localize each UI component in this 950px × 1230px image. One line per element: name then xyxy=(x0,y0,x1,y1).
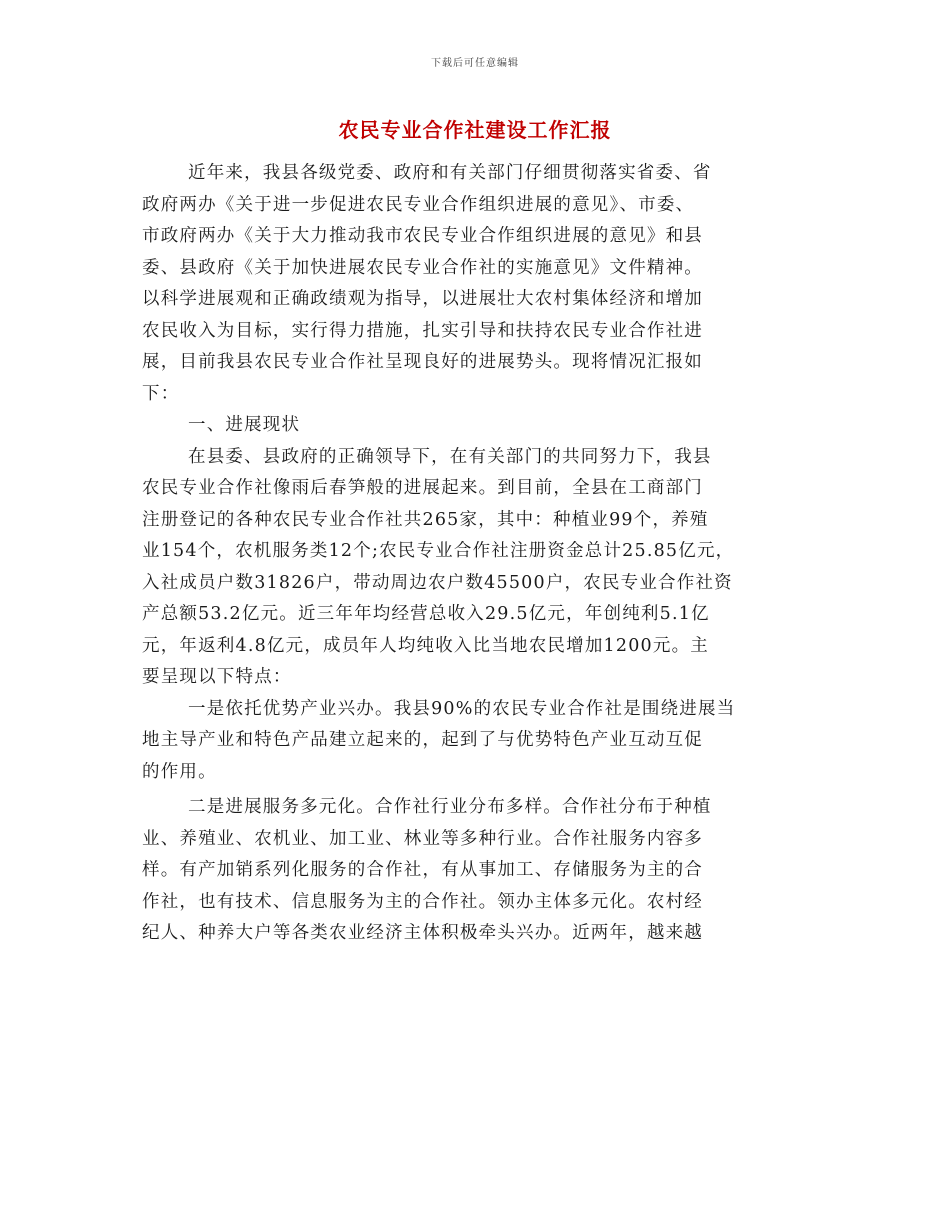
text-line: 农民专业合作社像雨后春笋般的进展起来。到目前，全县在工商部门 xyxy=(142,478,703,498)
text-line: 下： xyxy=(142,383,180,404)
document-body xyxy=(142,158,807,950)
text-line: 业154个，农机服务类12个;农民专业合作社注册资金总计25.85亿元， xyxy=(142,541,735,561)
text-line: 入社成员户数31826户，带动周边农户数45500户，农民专业合作社资 xyxy=(142,572,733,593)
text-line: 业、养殖业、农机业、加工业、林业等多种行业。合作社服务内容多 xyxy=(142,828,703,849)
text-line: 作社，也有技术、信息服务为主的合作社。领办主体多元化。农村经 xyxy=(142,891,703,912)
text-line: 在县委、县政府的正确领导下，在有关部门的共同努力下，我县 xyxy=(188,446,712,467)
text-line: 注册登记的各种农民专业合作社共265家，其中：种植业99个，养殖 xyxy=(142,509,709,530)
text-line: 纪人、种养大户等各类农业经济主体积极牵头兴办。近两年，越来越 xyxy=(142,923,703,943)
text-line: 近年来，我县各级党委、政府和有关部门仔细贯彻落实省委、省 xyxy=(188,163,712,183)
text-line: 以科学进展观和正确政绩观为指导，以进展壮大农村集体经济和增加 xyxy=(142,289,703,309)
text-line: 元，年返利4.8亿元，成员年人均纯收入比当地农民增加1200元。主 xyxy=(142,635,709,656)
text-line: 展，目前我县农民专业合作社呈现良好的进展势头。现将情况汇报如 xyxy=(142,352,703,372)
text-line: 产总额53.2亿元。近三年年均经营总收入29.5亿元，年创纯利5.1亿 xyxy=(142,604,710,624)
text-line: 地主导产业和特色产品建立起来的，起到了与优势特色产业互动互促 xyxy=(142,730,703,750)
text-line: 农民收入为目标，实行得力措施，扎实引导和扶持农民专业合作社进 xyxy=(142,320,703,341)
section-heading: 一、进展现状 xyxy=(188,415,301,435)
text-line: 委、县政府《关于加快进展农民专业合作社的实施意见》文件精神。 xyxy=(142,257,703,278)
document-title: 农民专业合作社建设工作汇报 xyxy=(338,118,612,142)
text-line: 市政府两办《关于大力推动我市农民专业合作组织进展的意见》和县 xyxy=(142,226,703,246)
text-line: 政府两办《关于进一步促进农民专业合作组织进展的意见》、市委、 xyxy=(142,194,695,215)
page-header: 下载后可任意编辑 xyxy=(431,58,519,69)
text-line: 要呈现以下特点： xyxy=(142,667,292,687)
text-line: 样。有产加销系列化服务的合作社，有从事加工、存储服务为主的合 xyxy=(142,860,703,880)
text-line: 的作用。 xyxy=(142,761,217,782)
text-line: 一是依托优势产业兴办。我县90%的农民专业合作社是围绕进展当 xyxy=(188,698,736,719)
text-line: 二是进展服务多元化。合作社行业分布多样。合作社分布于种植 xyxy=(188,797,712,817)
